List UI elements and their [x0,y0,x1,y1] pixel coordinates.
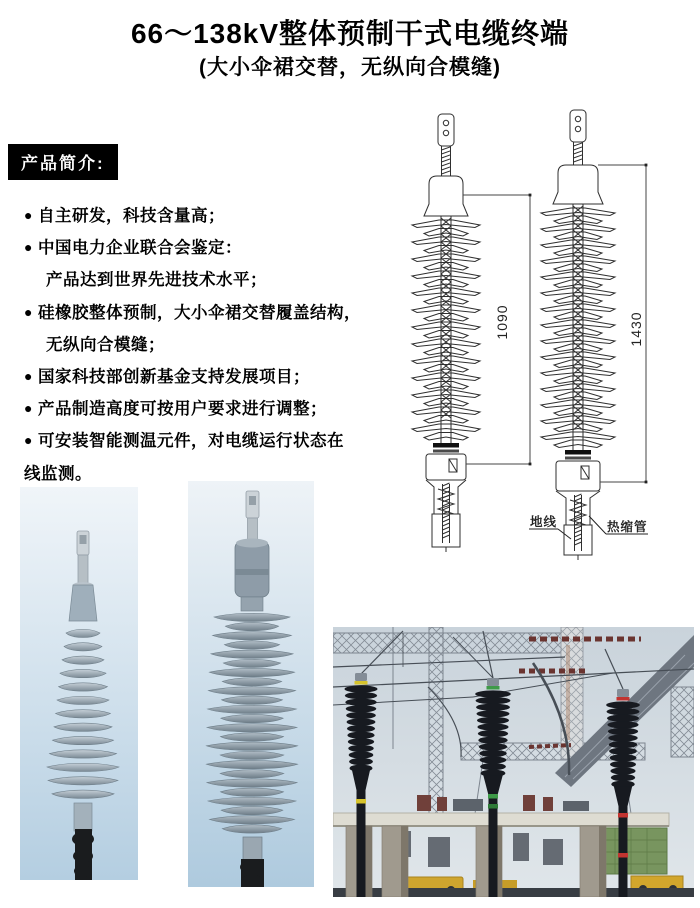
steel-tower-lattice [561,627,583,759]
feature-item [24,363,404,395]
dimension-label-left: 1090 [494,304,510,340]
heat-shrink-label: 热缩管 [607,520,648,534]
technical-drawing [390,92,700,597]
dimension-label-right: 1430 [628,311,644,347]
bullet-icon: ● [24,400,33,417]
feature-text: 产品达到世界先进技术水平； [46,271,267,290]
feature-text: 产品制造高度可按用户要求进行调整； [37,400,327,419]
bullet-icon: ● [24,367,33,384]
product-photo-left [20,487,138,880]
page-subtitle: (大小伞裙交替，无纵向合模缝) [199,56,501,79]
feature-item [24,202,404,234]
terminal-drawing-right [541,110,615,560]
terminal-drawing-left [412,114,480,552]
feature-item [24,427,404,459]
product-photo-right [188,481,314,887]
bullet-icon: ● [24,207,33,223]
page-title: 66～138kV整体预制干式电缆终端 [130,18,570,49]
feature-item-continuation [24,331,404,363]
feature-text: 硅橡胶整体预制，大小伞裙交替履盖结构， [37,303,361,322]
bullet-icon: ● [24,303,33,320]
feature-text: 自主研发，科技含量高； [37,207,225,225]
feature-text: 线监测。 [24,464,92,483]
ground-wire-label: 地线 [530,515,558,529]
tower-rust [566,645,570,740]
feature-item [24,299,404,331]
feature-text: 国家科技部创新基金支持发展项目； [37,367,310,386]
bullet-icon: ● [24,432,33,449]
feature-text: 可安装智能测温元件，对电缆运行状态在 [37,432,344,451]
green-building [599,824,667,874]
bullet-icon: ● [24,239,33,256]
feature-item-continuation [24,266,404,298]
section-heading-product-intro: 产品简介: [8,144,118,180]
feature-text: 中国电力企业联合会鉴定： [37,239,242,258]
substation-photo [333,627,694,897]
feature-item [24,395,404,427]
feature-list [24,202,404,492]
feature-item [24,234,404,266]
feature-text: 无纵向合模缝； [46,335,165,354]
